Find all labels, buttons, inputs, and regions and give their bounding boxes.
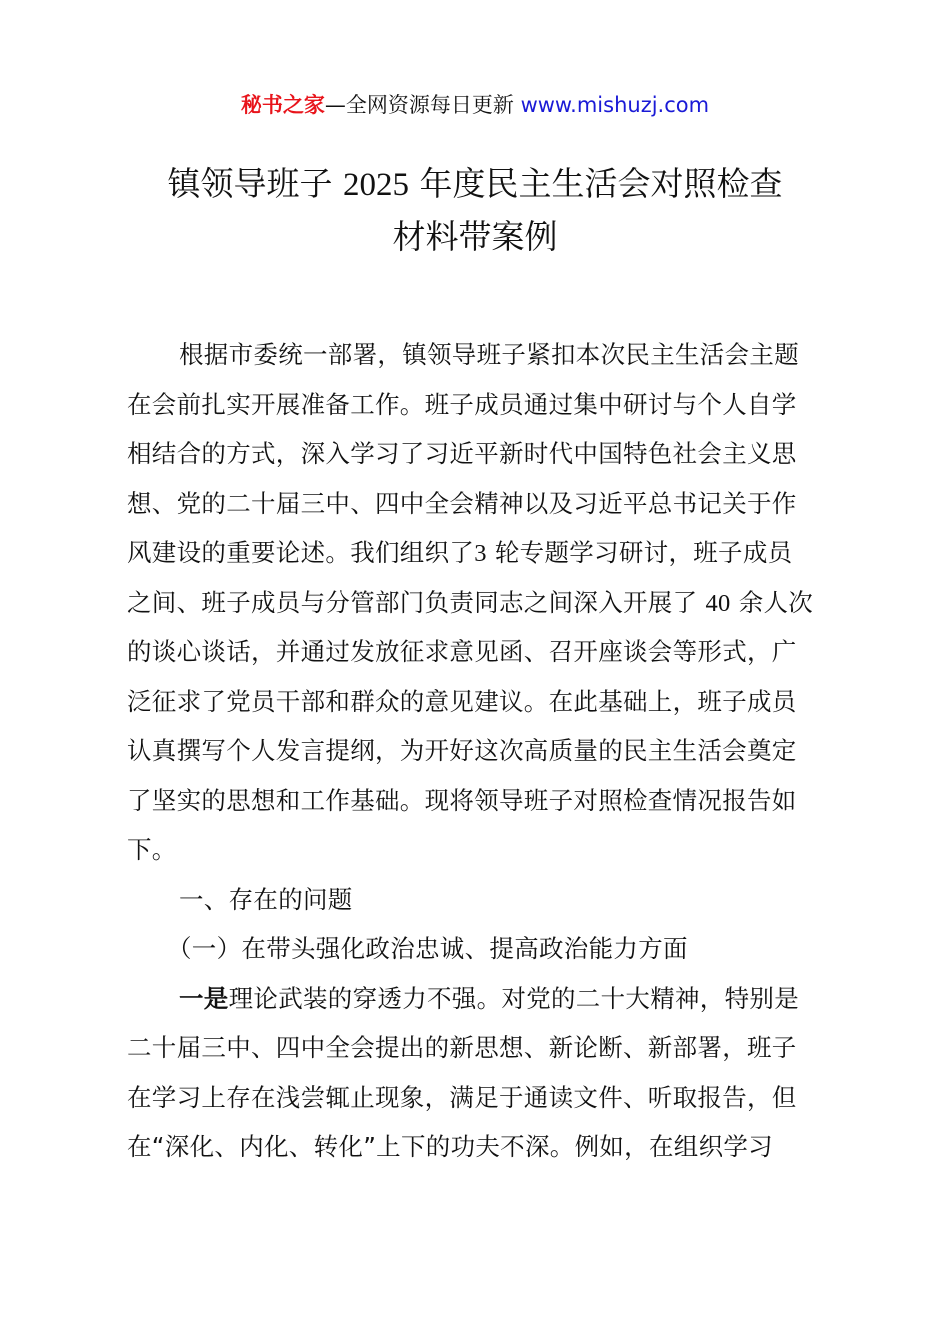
text-line <box>127 974 833 1024</box>
point-1-paragraph <box>127 974 833 1172</box>
text-line: 在会前扎实开展准备工作。班子成员通过集中研讨与个人自学 <box>127 389 797 419</box>
text-line: 了坚实的思想和工作基础。现将领导班子对照检查情况报告如 <box>127 785 797 815</box>
text-line: 根据市委统一部署，镇领导班子紧扣本次民主生活会主题 <box>179 340 799 369</box>
talks-count: 40 <box>705 589 731 617</box>
text-line: 在“深化、内化、转化”上下的功夫不深。例如，在组织学习 <box>127 1132 773 1161</box>
brand-name: 秘书之家 <box>240 93 325 117</box>
study-rounds-count: 3 <box>474 540 487 567</box>
text-line: 二十届三中、四中全会提出的新思想、新论断、新部署，班子 <box>127 1033 797 1062</box>
text-segment: 理论武装的穿透力不强。对党的二十大精神，特别是 <box>228 983 800 1013</box>
text-line: 想、党的二十届三中、四中全会精神以及习近平总书记关于作 <box>127 488 797 518</box>
section-1-heading: 一、存在的问题 <box>179 884 353 914</box>
text-line <box>127 578 833 628</box>
title-part: 年度民主生活会对照检查 <box>419 164 783 203</box>
document-title <box>100 158 850 263</box>
site-url-link[interactable]: www.mishuzj.com <box>520 93 710 117</box>
text-segment: 轮专题学习研讨，班子成员 <box>494 538 793 567</box>
text-segment: 之间、班子成员与分管部门负责同志之间深入开展了 <box>127 587 698 617</box>
site-header <box>0 88 950 122</box>
title-line-1 <box>100 158 850 211</box>
text-line: 的谈心谈话，并通过发放征求意见函、召开座谈会等形式，广 <box>127 637 797 666</box>
text-line: 认真撰写个人发言提纲，为开好这次高质量的民主生活会奠定 <box>127 736 797 765</box>
text-line <box>127 528 833 578</box>
header-tagline: —全网资源每日更新 <box>324 93 514 117</box>
text-line: 相结合的方式，深入学习了习近平新时代中国特色社会主义思 <box>127 439 797 468</box>
subsection-heading <box>127 924 833 974</box>
intro-paragraph <box>127 330 833 875</box>
text-segment: 余人次 <box>738 587 814 617</box>
subsection-1-heading: （一）在带头强化政治忠诚、提高政治能力方面 <box>167 934 688 963</box>
section-heading <box>127 875 833 925</box>
text-line: 下。 <box>127 835 177 864</box>
point-label: 一是 <box>179 983 229 1013</box>
text-line: 泛征求了党员干部和群众的意见建议。在此基础上，班子成员 <box>127 686 797 716</box>
title-part: 镇领导班子 <box>167 164 333 203</box>
text-segment: 风建设的重要论述。我们组织了 <box>127 538 475 567</box>
title-year: 2025 <box>343 167 409 203</box>
text-line: 在学习上存在浅尝辄止现象，满足于通读文件、听取报告，但 <box>127 1082 797 1112</box>
title-line-2: 材料带案例 <box>392 217 558 256</box>
document-body <box>127 330 833 1172</box>
